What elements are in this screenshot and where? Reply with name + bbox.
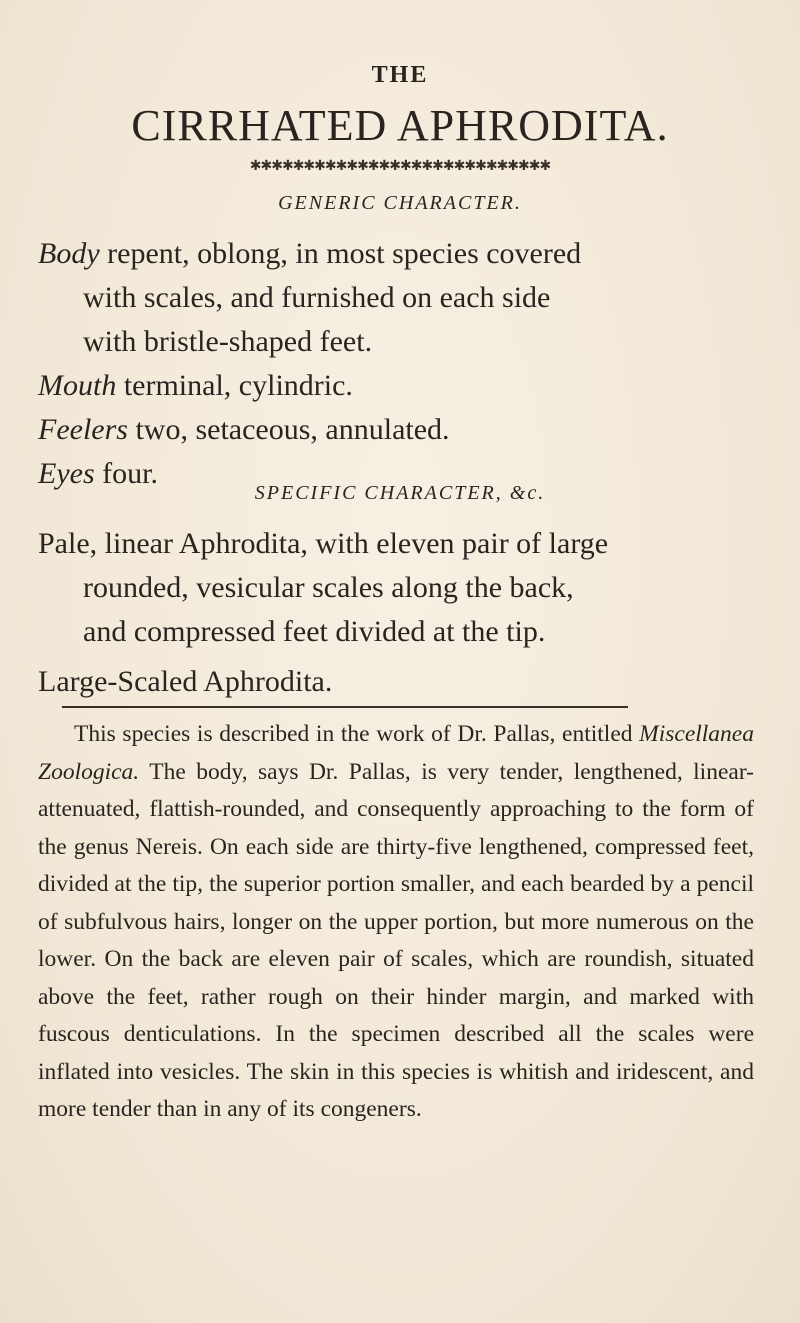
description-text: This species is described in the work of Dr. Pallas, entitled xyxy=(74,721,640,747)
specific-line: rounded, vesicular scales along the back, xyxy=(83,571,574,604)
description-text: The body, says Dr. Pallas, is very tender, lengthened, linear-attenuated, flattish-rounded, and consequently approaching to the form of the genus Nereis. On each side are thirty-five lengthened, compressed feet, divided at the tip, the superior portion smaller, and each bearded by a pencil of subfulvous hairs, longer on the upper portion, but more numerous on the lower. On the back are eleven pair of scales, which are roundish, situated above the feet, rather rough on their hinder margin, and marked with fuscous denticulations. In the specimen described all the scales were inflated into vesicles. The skin in this species is whitish and iridescent, and more tender than in any of its congeners. xyxy=(38,758,754,1122)
generic-line-feelers xyxy=(38,408,768,452)
title-prefix: THE xyxy=(371,62,429,88)
common-name: Large-Scaled Aphrodita. xyxy=(38,665,333,698)
specific-character-heading: SPECIFIC CHARACTER, &c. xyxy=(254,482,546,504)
generic-line-continuation: with scales, and furnished on each side xyxy=(83,281,551,314)
generic-character-heading: GENERIC CHARACTER. xyxy=(278,192,522,214)
term-mouth: Mouth xyxy=(38,369,117,402)
specific-character-section xyxy=(38,522,768,704)
description-paragraph xyxy=(38,716,754,1129)
generic-line-text: two, setaceous, annulated. xyxy=(127,413,450,446)
specific-line: and compressed feet divided at the tip. xyxy=(83,615,546,648)
generic-line-mouth xyxy=(38,364,768,408)
specific-line: Pale, linear Aphrodita, with eleven pair of large xyxy=(38,527,609,560)
generic-character-section xyxy=(38,232,768,496)
term-eyes: Eyes xyxy=(38,457,95,490)
term-body: Body xyxy=(38,237,100,270)
page-title: CIRRHATED APHRODITA. xyxy=(131,101,669,150)
generic-line-text: terminal, cylindric. xyxy=(116,369,353,402)
section-divider xyxy=(62,706,628,708)
generic-line-body xyxy=(38,232,768,276)
work-title: Miscellanea Zoologica. xyxy=(38,721,754,785)
generic-line-text: four. xyxy=(94,457,158,490)
generic-line-continuation: with bristle-shaped feet. xyxy=(83,325,373,358)
term-feelers: Feelers xyxy=(38,413,128,446)
generic-line-text: repent, oblong, in most species covered xyxy=(99,237,582,270)
star-ornament: ✱✱✱✱✱✱✱✱✱✱✱✱✱✱✱✱✱✱✱✱✱✱✱✱✱✱✱✱ xyxy=(249,159,551,174)
